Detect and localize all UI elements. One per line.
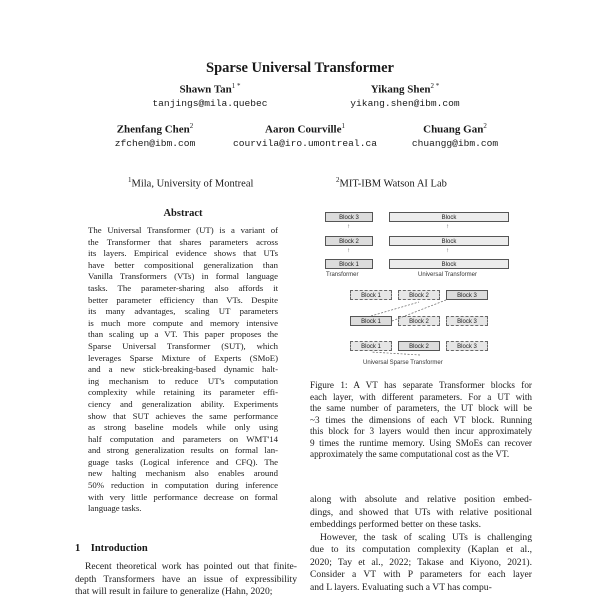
sut-r3-block-1: Block 1 <box>350 341 392 351</box>
right-column-body <box>310 494 532 594</box>
author-email[interactable]: zfchen@ibm.com <box>114 137 196 149</box>
ut-block-bottom: Block <box>389 259 509 269</box>
author-name: Shawn Tan <box>179 83 232 96</box>
author-email[interactable]: courvila@iro.umontreal.ca <box>233 137 377 149</box>
arrow-icon: ↑ <box>347 248 350 254</box>
author-1 <box>135 82 285 109</box>
text-line: ing mechanism to reduce UT's computation <box>88 375 278 386</box>
author-sup: 2 * <box>430 82 440 90</box>
sut-r2-block-2: Block 2 <box>398 316 440 326</box>
text-line: with very little performance decrease on formal <box>88 491 278 502</box>
text-line: ~3 times the dimensions of each VT block. Running <box>310 414 532 425</box>
vt-label: Transformer <box>326 272 359 278</box>
author-name: Zhenfang Chen <box>116 123 190 136</box>
text-line: each layer, with different parameters. For a UT with <box>310 391 532 402</box>
text-line: its many advantages, scaling UT parameters <box>88 306 278 317</box>
text-line: Vanilla Transformers (VTs) in formal language <box>88 271 278 282</box>
text-line: 9 times the runtime memory. Using SMoEs can recover <box>310 437 532 448</box>
arrow-icon: ↑ <box>347 224 350 230</box>
intro-left-body <box>75 561 297 599</box>
text-line: have better compositional generalization than <box>88 259 278 270</box>
text-line: depth Transformers have an issue of expressibility <box>75 573 297 585</box>
arrow-icon: ↑ <box>446 224 449 230</box>
route-line <box>371 302 419 316</box>
text-line: Recent theoretical work has pointed out that finite- <box>85 561 297 572</box>
text-line: approximately the same computational cost as the VT. <box>310 449 510 459</box>
sut-label: Universal Sparse Transformer <box>363 360 443 366</box>
author-email[interactable]: tanjings@mila.quebec <box>152 97 268 109</box>
affiliation-1 <box>128 176 253 190</box>
author-2 <box>330 82 480 109</box>
abstract-heading: Abstract <box>163 208 203 219</box>
paper-title: Sparse Universal Transformer <box>206 60 394 76</box>
text-line: new halting mechanism also enables around <box>88 468 278 479</box>
vt-block-1: Block 1 <box>325 259 373 269</box>
text-line: and a new stick-breaking-based dynamic halt- <box>88 364 278 375</box>
sut-r3-block-2: Block 2 <box>398 341 440 351</box>
arrow-icon: ↑ <box>446 248 449 254</box>
text-line: than scaling up a VT. This paper proposes the <box>88 329 278 340</box>
vt-block-2: Block 2 <box>325 236 373 246</box>
sut-r3-block-3: Block 3 <box>446 341 488 351</box>
author-4 <box>220 122 390 149</box>
text-line: that will result in failure to generalize (Hahn, 2020; <box>75 586 273 597</box>
text-line: However, the task of scaling UTs is challenging <box>320 531 532 543</box>
text-line: dings, and showed that UTs with relative positional <box>310 506 532 518</box>
author-sup: 1 * <box>231 82 241 90</box>
author-sup: 1 <box>341 122 345 130</box>
affiliation-text: MIT-IBM Watson AI Lab <box>339 178 447 190</box>
section-number: 1 <box>75 543 81 554</box>
text-line: Sparse Universal Transformer (SUT), which <box>88 340 278 351</box>
author-5 <box>390 122 520 149</box>
affiliation-2 <box>336 176 447 190</box>
section-heading <box>75 543 148 554</box>
vt-block-3: Block 3 <box>325 212 373 222</box>
text-line: and L layers. Evaluating such a VT has compu- <box>310 581 492 593</box>
author-sup: 2 <box>189 122 194 130</box>
sut-r2-block-3: Block 3 <box>446 316 488 326</box>
text-line: due to its computation complexity (Kaplan et al., <box>310 544 532 555</box>
text-line: along with absolute and relative position embed- <box>310 494 532 505</box>
affiliation-sup: 1 <box>128 176 132 184</box>
affiliation-text: Mila, University of Montreal <box>131 178 254 190</box>
text-line: guage tasks (Logical inference and CFQ). The <box>88 456 278 467</box>
text-line: Consider a VT with P parameters for each layer <box>310 569 532 580</box>
text-line: the Transformer that shares parameters across <box>88 236 278 247</box>
text-line: Figure 1: A VT has separate Transformer blocks for <box>310 380 532 390</box>
text-line: ciency and generalization ability. Experiments <box>88 398 278 409</box>
author-name: Chuang Gan <box>423 123 484 136</box>
text-line: show that SUT achieves the same performance <box>88 410 278 421</box>
text-line: 50% reduction in computation during inference <box>88 480 278 491</box>
author-name: Aaron Courville <box>265 123 342 136</box>
text-line: The Universal Transformer (UT) is a variant of <box>88 225 278 235</box>
text-line: tasks. The parameter-sharing also affords it <box>88 282 278 293</box>
author-3 <box>90 122 220 149</box>
figure-caption <box>310 380 532 461</box>
text-line: the same number of parameters, the UT block will be <box>310 403 532 413</box>
text-line: half computation and parameters on WMT'14 <box>88 433 278 444</box>
sut-routing-lines <box>300 200 540 380</box>
sut-r2-block-1: Block 1 <box>350 316 392 326</box>
ut-block-top: Block <box>389 212 509 222</box>
text-line: and strong generalization results on formal lan- <box>88 445 278 456</box>
route-line <box>371 352 420 355</box>
text-line: this block for 3 layers would then incur approximately <box>310 426 532 436</box>
text-line: its layers. Empirical evidence shows that UTs <box>88 248 278 259</box>
ut-label: Universal Transformer <box>418 272 478 278</box>
author-email[interactable]: yikang.shen@ibm.com <box>350 97 460 109</box>
figure-1 <box>300 200 540 380</box>
text-line: leverages Sparse Mixture of Experts (SMoE) <box>88 352 278 363</box>
sut-r1-block-1: Block 1 <box>350 290 392 300</box>
text-line: as strong baseline models while only using <box>88 422 278 433</box>
text-line: better parameter efficiency than VTs. Despite <box>88 294 278 305</box>
text-line: complexity while retaining its parameter effi- <box>88 387 278 398</box>
ut-block-mid: Block <box>389 236 509 246</box>
abstract-body <box>88 225 278 515</box>
text-line: language tasks. <box>88 503 142 514</box>
affiliation-sup: 2 <box>336 176 340 184</box>
section-title: Introduction <box>90 543 148 554</box>
route-line <box>392 300 446 321</box>
sut-r1-block-3: Block 3 <box>446 290 488 300</box>
author-email[interactable]: chuangg@ibm.com <box>411 137 499 149</box>
text-line: embeddings performed better on these tasks. <box>310 519 482 530</box>
author-name: Yikang Shen <box>370 83 431 96</box>
author-sup: 2 <box>483 122 487 130</box>
sut-r1-block-2: Block 2 <box>398 290 440 300</box>
text-line: 2020; Tay et al., 2022; Takase and Kiyono, 2021). <box>310 556 532 568</box>
text-line: is much more compute and memory intensive <box>88 317 278 328</box>
